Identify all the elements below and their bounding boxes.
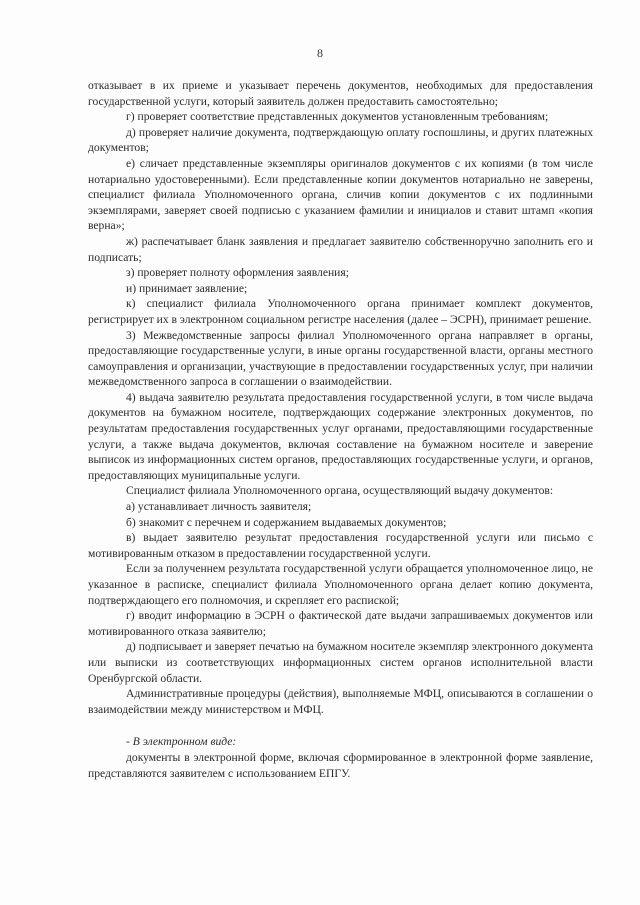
paragraph-issue-a: а) устанавливает личность заявителя; xyxy=(126,500,312,514)
paragraph-item-g: г) проверяет соответствие представленных документов установленным требованиям; xyxy=(126,110,549,124)
paragraph-item-i: и) принимает заявление; xyxy=(126,281,248,295)
paragraph-continuation: отказывает в их приеме и указывает перечень документов, необходимых для предоставления государственной услуги, который заявитель должен предоставить самостоятельно; xyxy=(88,79,593,108)
paragraph-item-d: д) проверяет наличие документа, подтверждающую оплату госпошлины, и других платежных документов; xyxy=(88,125,593,155)
paragraph-item-zh: ж) распечатывает бланк заявления и предлагает заявителю собственноручно заполнить его и подписать; xyxy=(88,234,593,264)
paragraph-issue-g: г) вводит информацию в ЭСРН о фактической дате выдачи запрашиваемых документов или мотивированного отказа заявителю; xyxy=(88,609,593,638)
paragraph-result-issuance: 4) выдача заявителю результата предоставления государственной услуги, в том числе выдача документов на бумажном носителе, подтверждающих содержание электронных документов, по результатам предоставления государственных услуг органами, предоставляющими государственные услуги, а также выдача документов, включая составление на бумажном носителе и заверение выписок из информационных систем органов, предоставляющих государственные услуги, и органов, предоставляющих муниципальные услуги. xyxy=(88,390,593,482)
paragraph-item-k: к) специалист филиала Уполномоченного органа принимает комплект документов, регистрирует их в электронном социальном регистре населения (далее – ЭСРН), принимает решение. xyxy=(88,297,593,326)
paragraph-interagency-requests: 3) Межведомственные запросы филиал Уполномоченного органа направляет в органы, предоставляющие государственные услуги, в иные органы государственной власти, органы местного самоуправления и организации, участвующие в предоставлении государственных услуг, при наличии межведомственного запроса в соглашении о взаимодействии. xyxy=(88,328,593,389)
paragraph-item-e: е) сличает представленные экземпляры оригиналов документов с их копиями (в том числе нотариально удостоверенными). Если представленные копии документов нотариально не заверены, специалист филиала Уполномоченного органа, сличив копии документов с их подлинными экземплярами, заверяет своей подписью с указанием фамилии и инициалов и ставит штамп «копия верна»; xyxy=(88,156,593,233)
paragraph-authorized-person: Если за полученнем результата государственной услуги обращается уполномоченное лицо, не указанное в расписке, специалист филиала Уполномоченного органа делает копию документа, подтверждающего его полномочия, и скрепляет его распиской; xyxy=(88,562,593,607)
paragraph-mfc-procedures: Административные процедуры (действия), выполняемые МФЦ, описываются в соглашении о взаимодействии между министерством и МФЦ. xyxy=(88,687,593,716)
paragraph-issue-b: б) знакомит с перечнем и содержанием выдаваемых документов; xyxy=(126,515,447,529)
page-number: 8 xyxy=(317,46,323,60)
paragraph-specialist-issuing: Специалист филиала Уполномоченного органа, осуществляющий выдачу документов: xyxy=(126,484,554,498)
paragraph-issue-d: д) подписывает и заверяет печатью на бумажном носителе экземпляр электронного документа или выписки из соответствующих информационных систем органов исполнительной власти Оренбургской области. xyxy=(88,640,593,685)
document-body xyxy=(88,78,593,781)
paragraph-electronic-form: документы в электронной форме, включая сформированное в электронной форме заявление, представляются заявителем с использованием ЕПГУ. xyxy=(88,750,593,780)
paragraph-issue-v: в) выдает заявителю результат предоставления государственной услуги или письмо с мотивированным отказом в предоставлении государственной услуги. xyxy=(88,531,593,560)
paragraph-item-z: з) проверяет полноту оформления заявления; xyxy=(126,266,349,280)
electronic-form-heading: - В электронном виде: xyxy=(126,735,237,749)
